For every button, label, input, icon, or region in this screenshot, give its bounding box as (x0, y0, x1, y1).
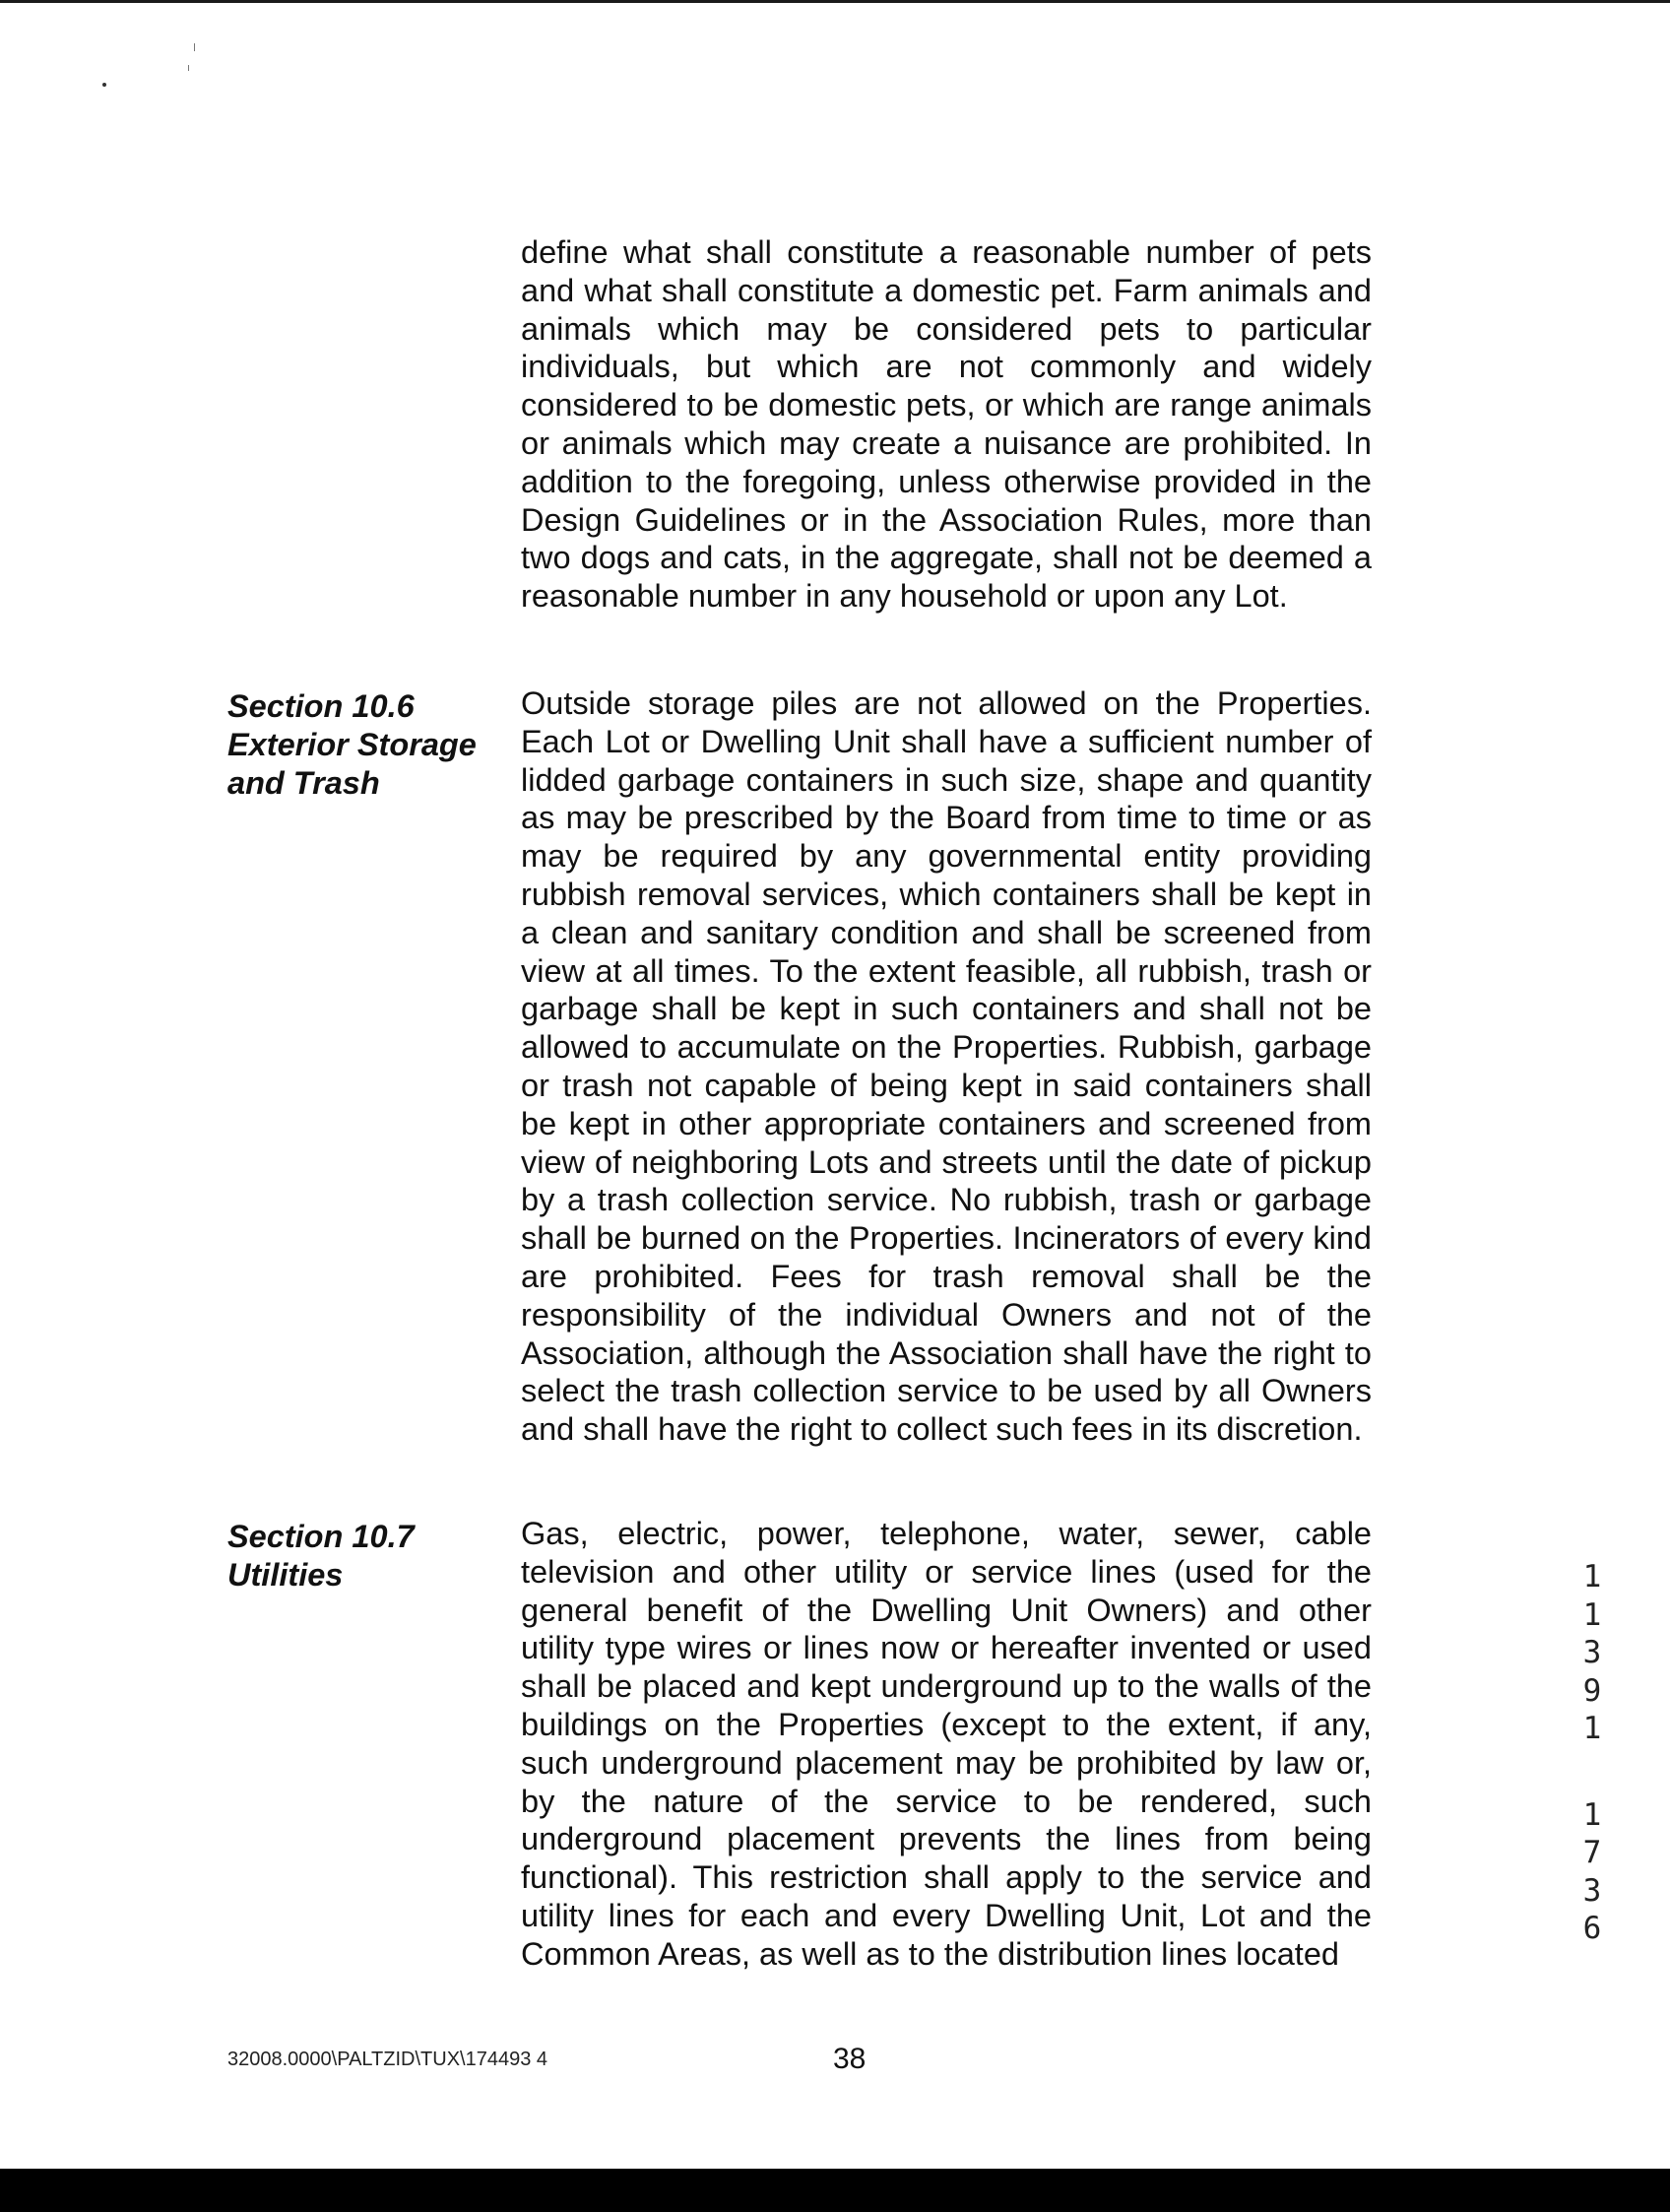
footer-file-id: 32008.0000\PALTZID\TUX\174493 4 (227, 2049, 548, 2070)
section-10-7-title-line-1: Utilities (227, 1556, 344, 1593)
stamp-digit: 7 (1582, 1835, 1602, 1870)
section-10-7-body: Gas, electric, power, telephone, water, sewer, cable television and other utility or service lines (used for the general benefit of the Dwelling Unit Owners) and other utility type wires or lines now or hereafter invented or used shall be placed and kept underground up to the walls of the buildings on the Properties (except to the extent, if any, such underground placement may be prohibited by law or, by the nature of the service to be rendered, such underground placement prevents the lines from being functional). This restriction shall apply to the service and utility lines for each and every Dwelling Unit, Lot and the Common Areas, as well as to the distribution lines located (521, 1516, 1372, 1972)
bottom-scan-edge (0, 2169, 1670, 2212)
stamp-digit: 9 (1582, 1672, 1602, 1709)
page-number: 38 (833, 2043, 867, 2075)
section-10-6-title-line-2: and Trash (227, 764, 380, 801)
scan-mark (188, 65, 189, 71)
stamp-digit: 1 (1582, 1596, 1602, 1633)
section-10-6-body: Outside storage piles are not allowed on the Properties. Each Lot or Dwelling Unit shall have a sufficient number of lidded garbage containers in such size, shape and quantity as may be prescribed by the Board from time to time or as may be required by any governmental entity providing rubbish removal services, which containers shall be kept in a clean and sanitary condition and shall be screened from view at all times. To the extent feasible, all rubbish, trash or garbage shall be kept in such containers and shall not be allowed to accumulate on the Properties. Rubbish, garbage or trash not capable of being kept in said containers shall be kept in other appropriate containers and screened from view of neighboring Lots and streets until the date of pickup by a trash collection service. No rubbish, trash or garbage shall be burned on the Properties. Incinerators of every kind are prohibited. Fees for trash removal shall be the responsibility of the individual Owners and not of the Association, although the Association shall have the right to select the trash collection service to be used by all Owners and shall have the right to collect such fees in its discretion. (521, 685, 1372, 1448)
section-10-6-title-line-1: Exterior Storage (227, 726, 477, 762)
section-10-7-heading (227, 1518, 493, 1594)
stamp-digit: 3 (1582, 1872, 1602, 1909)
stamp-gap (1579, 1748, 1605, 1796)
section-10-7-number: Section 10.7 (227, 1519, 415, 1554)
stamp-digit: 1 (1582, 1796, 1602, 1833)
stamp-digit: 3 (1582, 1635, 1602, 1670)
stamp-digit: 6 (1582, 1911, 1602, 1946)
section-10-6-number: Section 10.6 (227, 688, 415, 724)
stamp-digit: 1 (1582, 1711, 1602, 1746)
section-10-6-heading (227, 687, 493, 802)
top-scan-edge (0, 0, 1670, 3)
scan-speck (102, 83, 106, 87)
recording-number-stamp (1579, 1558, 1605, 1948)
scan-mark (194, 43, 195, 51)
stamp-digit: 1 (1582, 1559, 1602, 1594)
continued-pets-paragraph: define what shall constitute a reasonable number of pets and what shall constitute a domestic pet. Farm animals and animals which may be considered pets to particular individuals, but which are not commonly and widely considered to be domestic pets, or which are range animals or animals which may create a nuisance are prohibited. In addition to the foregoing, unless otherwise provided in the Design Guidelines or in the Association Rules, more than two dogs and cats, in the aggregate, shall not be deemed a reasonable number in any household or upon any Lot. (521, 234, 1372, 615)
